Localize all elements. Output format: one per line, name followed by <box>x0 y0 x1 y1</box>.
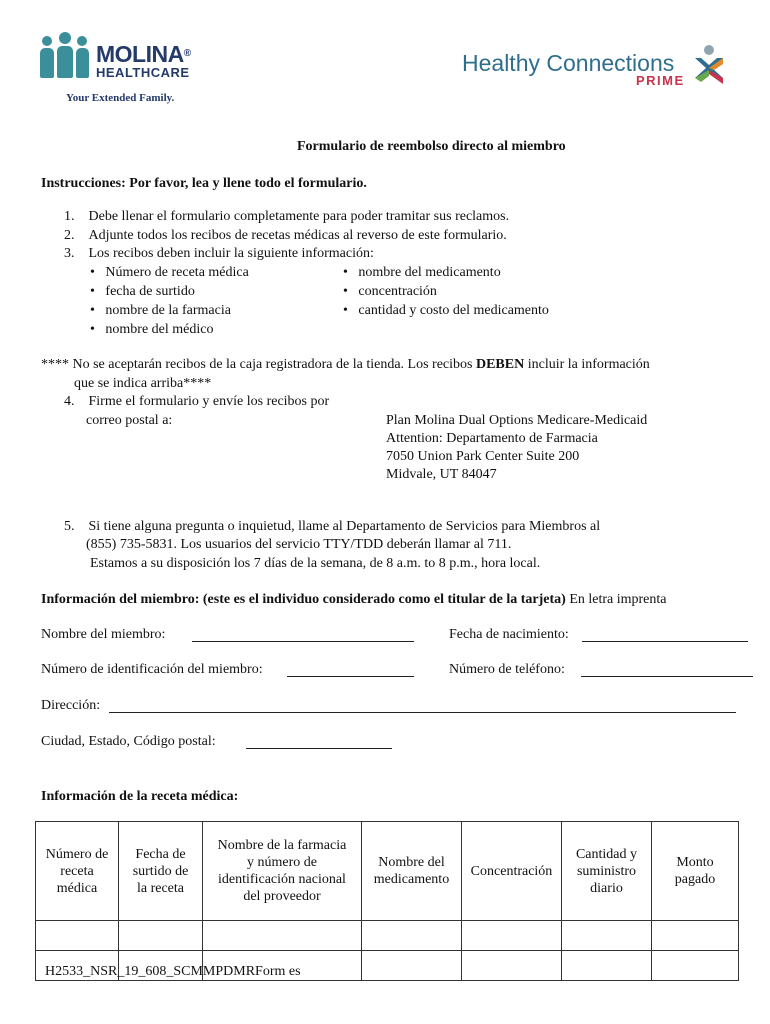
healthy-connections-logo <box>460 44 730 94</box>
col-rx-number: Número de receta médica <box>36 822 119 921</box>
step-5: 5. Si tiene alguna pregunta o inquietud, llame al Departamento de Servicios para Miembros al <box>64 519 601 534</box>
table-row <box>36 921 739 951</box>
receipt-notice-line2: que se indica arriba**** <box>74 376 212 391</box>
footer-form-code: H2533_NSR_19_608_SCMMPDMRForm es <box>45 964 301 979</box>
mailing-address-line: Midvale, UT 84047 <box>386 467 497 482</box>
step-2: 2. Adjunte todos los recibos de recetas médicas al reverso de este formulario. <box>64 228 507 243</box>
receipt-notice: **** No se aceptarán recibos de la caja registradora de la tienda. Los recibos DEBEN incluir la información <box>41 357 650 372</box>
step-4: 4. Firme el formulario y envíe los recibos por <box>64 394 330 409</box>
mailing-address-line: Attention: Departamento de Farmacia <box>386 431 598 446</box>
molina-subname: HEALTHCARE <box>96 65 190 80</box>
prescription-table <box>35 821 739 981</box>
address-label: Dirección: <box>41 698 101 713</box>
bullet-item: • fecha de surtido <box>90 284 195 299</box>
table-cell[interactable] <box>362 951 462 981</box>
city-state-zip-label: Ciudad, Estado, Código postal: <box>41 734 216 749</box>
member-info-heading: Información del miembro: (este es el individuo considerado como el titular de la tarjeta) En letra imprenta <box>41 592 667 607</box>
col-strength: Concentración <box>462 822 562 921</box>
table-cell[interactable] <box>362 921 462 951</box>
molina-logo <box>40 30 210 108</box>
member-id-field[interactable] <box>287 676 414 677</box>
city-state-zip-field[interactable] <box>246 748 392 749</box>
table-cell[interactable] <box>562 921 652 951</box>
table-cell[interactable] <box>203 921 362 951</box>
mailing-address-line: 7050 Union Park Center Suite 200 <box>386 449 580 464</box>
birth-date-label: Fecha de nacimiento: <box>449 627 569 642</box>
table-cell[interactable] <box>652 951 739 981</box>
bullet-item: • cantidad y costo del medicamento <box>343 303 549 318</box>
rx-info-heading: Información de la receta médica: <box>41 789 239 804</box>
col-pharmacy: Nombre de la farmacia y número de identificación nacional del proveedor <box>203 822 362 921</box>
col-fill-date: Fecha de surtido de la receta <box>119 822 203 921</box>
table-header-row <box>36 822 739 921</box>
member-name-label: Nombre del miembro: <box>41 627 166 642</box>
step-4-line2: correo postal a: <box>86 413 173 428</box>
step-5-line3: Estamos a su disposición los 7 días de la semana, de 8 a.m. to 8 p.m., hora local. <box>90 556 541 571</box>
step-5-line2: (855) 735-5831. Los usuarios del servicio TTY/TDD deberán llamar al 711. <box>86 537 512 552</box>
table-cell[interactable] <box>462 921 562 951</box>
member-name-field[interactable] <box>192 641 414 642</box>
molina-name: MOLINA® <box>96 41 191 67</box>
bullet-item: • nombre de la farmacia <box>90 303 231 318</box>
healthy-connections-mark-icon <box>692 44 726 90</box>
col-amount-paid: Monto pagado <box>652 822 739 921</box>
bullet-item: • Número de receta médica <box>90 265 249 280</box>
step-1: 1. Debe llenar el formulario completamente para poder tramitar sus reclamos. <box>64 209 510 224</box>
address-field[interactable] <box>109 712 736 713</box>
col-drug-name: Nombre del medicamento <box>362 822 462 921</box>
table-cell[interactable] <box>462 951 562 981</box>
healthy-connections-title: Healthy Connections <box>462 50 675 76</box>
col-quantity: Cantidad y suministro diario <box>562 822 652 921</box>
table-cell[interactable] <box>652 921 739 951</box>
molina-tagline: Your Extended Family. <box>66 92 175 104</box>
table-cell[interactable] <box>36 921 119 951</box>
phone-label: Número de teléfono: <box>449 662 565 677</box>
bullet-item: • nombre del medicamento <box>343 265 501 280</box>
instructions-heading: Instrucciones: Por favor, lea y llene todo el formulario. <box>41 176 367 191</box>
birth-date-field[interactable] <box>582 641 748 642</box>
mailing-address-line: Plan Molina Dual Options Medicare-Medicaid <box>386 413 648 428</box>
healthy-connections-prime: PRIME <box>636 73 685 88</box>
form-title: Formulario de reembolso directo al miembro <box>297 139 566 154</box>
table-cell[interactable] <box>562 951 652 981</box>
table-cell[interactable] <box>119 921 203 951</box>
bullet-item: • concentración <box>343 284 437 299</box>
bullet-item: • nombre del médico <box>90 322 214 337</box>
step-3: 3. Los recibos deben incluir la siguiente información: <box>64 246 374 261</box>
phone-field[interactable] <box>581 676 753 677</box>
member-id-label: Número de identificación del miembro: <box>41 662 263 677</box>
